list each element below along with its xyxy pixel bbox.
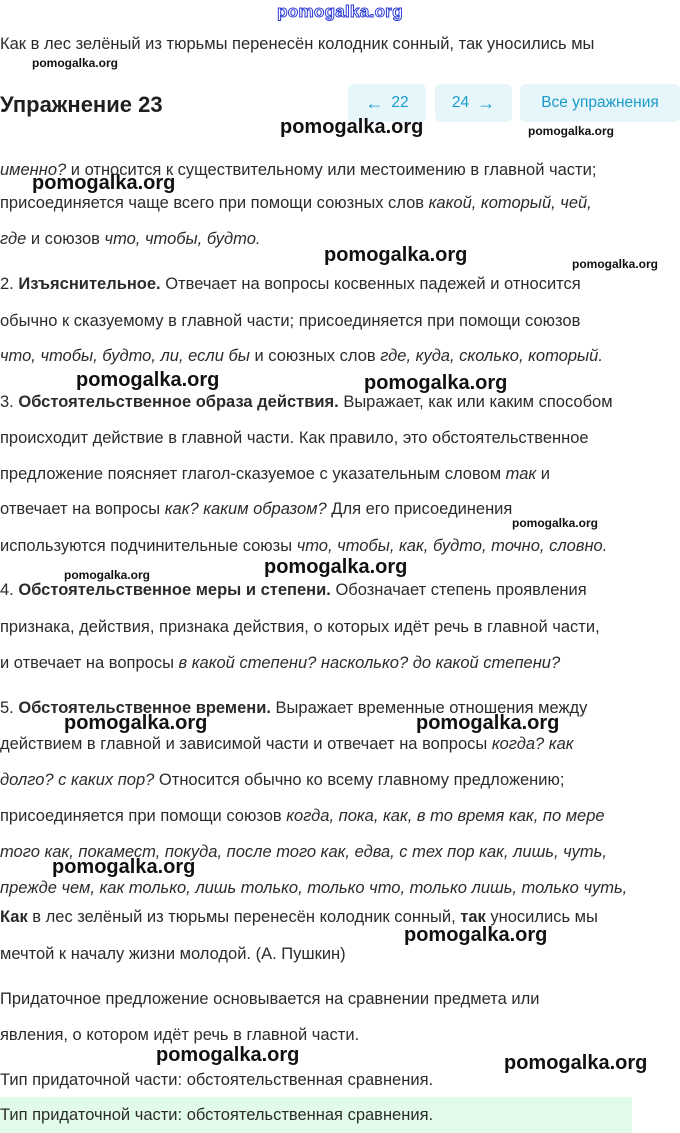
text-line-5: обычно к сказуемому в главной части; присоединяется при помощи союзов (0, 312, 581, 330)
text-line-21: Как в лес зелёный из тюрьмы перенесён колодник сонный, так уносились мы (0, 908, 598, 926)
answer-text: Тип придаточной части: обстоятельственная сравнения. (0, 1106, 434, 1124)
text-line-17: долго? с каких пор? Относится обычно ко всему главному предложению; (0, 771, 565, 789)
watermark: pomogalka.org (572, 257, 659, 271)
arrow-left-icon: ← (365, 92, 384, 113)
watermark: pomogalka.org (76, 369, 220, 391)
text-line-4: 2. Изъяснительное. Отвечает на вопросы косвенных падежей и относится (0, 275, 581, 293)
text-line-13: признака, действия, признака действия, о которых идёт речь в главной части, (0, 618, 600, 636)
text-line-14: и отвечает на вопросы в какой степени? насколько? до какой степени? (0, 654, 561, 672)
watermark: pomogalka.org (280, 116, 424, 138)
text-line-11: используются подчинительные союзы что, чтобы, как, будто, точно, словно. (0, 537, 608, 555)
watermark: pomogalka.org (64, 568, 151, 582)
watermark: pomogalka.org (64, 712, 208, 734)
text-line-12: 4. Обстоятельственное меры и степени. Обозначает степень проявления (0, 581, 587, 599)
watermark: pomogalka.org (156, 1044, 300, 1066)
text-line-25: Тип придаточной части: обстоятельственная сравнения. (0, 1071, 434, 1089)
text-line-8: происходит действие в главной части. Как правило, это обстоятельственное (0, 429, 589, 447)
watermark: pomogalka.org (32, 56, 119, 70)
prev-exercise-label: 22 (391, 94, 409, 111)
text-line-3: где и союзов что, чтобы, будто. (0, 230, 261, 248)
all-exercises-button[interactable] (520, 84, 680, 122)
watermark: pomogalka.org (32, 172, 176, 194)
watermark: pomogalka.org (264, 556, 408, 578)
watermark: pomogalka.org (404, 924, 548, 946)
text-line-23: Придаточное предложение основывается на сравнении предмета или (0, 990, 540, 1008)
text-line-7: 3. Обстоятельственное образа действия. Выражает, как или каким способом (0, 393, 613, 411)
watermark: pomogalka.org (528, 124, 615, 138)
text-line-16: действием в главной и зависимой части и отвечает на вопросы когда? как (0, 735, 574, 753)
next-exercise-label: 24 (451, 94, 470, 111)
watermark: pomogalka.org (504, 1052, 648, 1074)
watermark: pomogalka.org (324, 244, 468, 266)
text-line-10: отвечает на вопросы как? каким образом? Для его присоединения (0, 500, 513, 518)
next-exercise-button[interactable] (435, 84, 512, 122)
text-line-6: что, чтобы, будто, ли, если бы и союзных слов где, куда, сколько, который. (0, 347, 603, 365)
site-watermark-top: pomogalka.org (277, 2, 403, 21)
all-exercises-label: Все упражнения (541, 94, 659, 111)
text-line-22: мечтой к началу жизни молодой. (А. Пушкин) (0, 945, 346, 963)
cut-off-top-line: Как в лес зелёный из тюрьмы перенесён колодник сонный, так уносились мы (0, 35, 595, 53)
arrow-right-icon: → (477, 92, 496, 113)
page-title: Упражнение 23 (0, 92, 163, 117)
watermark: pomogalka.org (512, 516, 599, 530)
watermark: pomogalka.org (52, 856, 196, 878)
text-line-1: именно? и относится к существительному или местоимению в главной части; (0, 161, 597, 179)
watermark: pomogalka.org (364, 372, 508, 394)
text-line-19: того как, покамест, покуда, после того как, едва, с тех пор как, лишь, чуть, (0, 843, 607, 861)
text-line-15: 5. Обстоятельственное времени. Выражает временные отношения между (0, 699, 588, 717)
text-line-2: присоединяется чаще всего при помощи союзных слов какой, который, чей, (0, 194, 592, 212)
watermark: pomogalka.org (416, 712, 560, 734)
answer-box (0, 1097, 632, 1133)
text-line-20: прежде чем, как только, лишь только, только что, только лишь, только чуть, (0, 879, 628, 897)
text-line-9: предложение поясняет глагол-сказуемое с указательным словом так и (0, 465, 550, 483)
text-line-18: присоединяется при помощи союзов когда, пока, как, в то время как, по мере (0, 807, 605, 825)
text-line-24: явления, о котором идёт речь в главной части. (0, 1026, 360, 1044)
